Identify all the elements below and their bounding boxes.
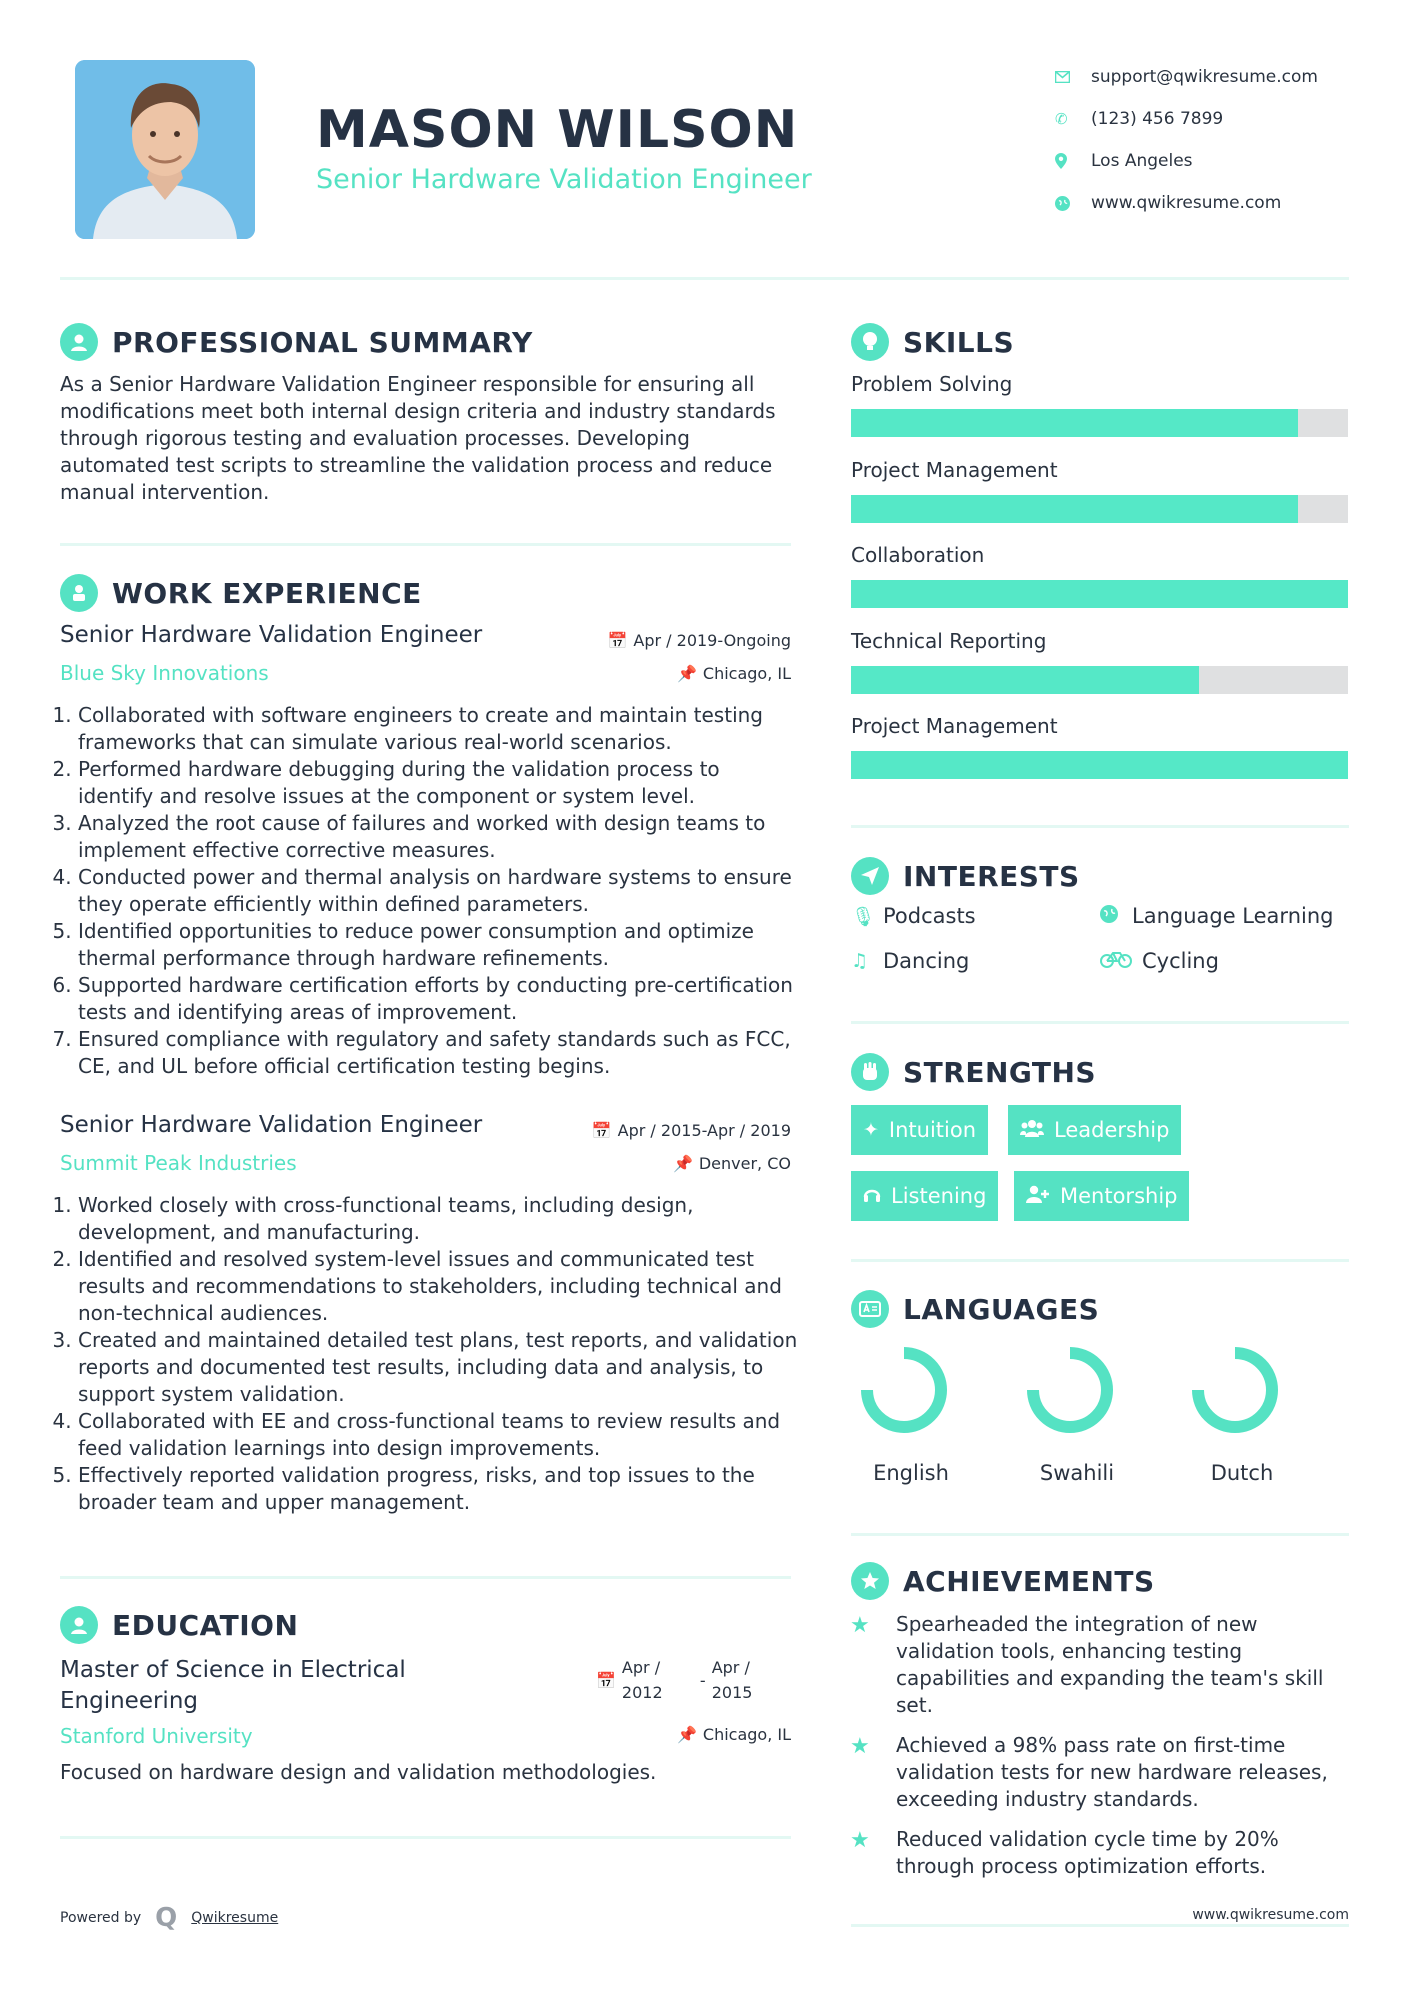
calendar-icon: 📅 (596, 1670, 616, 1690)
contact-phone-text: (123) 456 7899 (1091, 109, 1224, 129)
achievements-title: ACHIEVEMENTS (903, 1564, 1155, 1598)
skill-label: Problem Solving (851, 372, 1013, 396)
skill-label: Technical Reporting (851, 628, 1047, 653)
profile-photo (75, 60, 255, 239)
job-2-dates (592, 1121, 791, 1140)
star-icon: ★ (850, 1613, 870, 1638)
contact-location-text: Los Angeles (1091, 151, 1193, 171)
candidate-name: MASON WILSON (316, 100, 799, 160)
education-degree: Master of Science in Electrical Engineering (60, 1657, 406, 1714)
star-badge-icon (851, 1562, 889, 1600)
user-plus-icon (1026, 1185, 1050, 1208)
language-label-swahili: Swahili (1039, 1461, 1115, 1485)
languages-title: LANGUAGES (903, 1292, 1100, 1326)
skill-bar-fill (851, 751, 1348, 779)
job-2-company: Summit Peak Industries (60, 1151, 297, 1175)
strength-chip-mentorship (1014, 1171, 1189, 1221)
summary-heading (60, 323, 533, 361)
education-text: Focused on hardware design and validation methodologies. (60, 1760, 657, 1784)
list-item: 4. Collaborated with EE and cross-functional teams to review results and feed validation learnings into design improvements. (78, 1408, 800, 1462)
interest-label: Podcasts (883, 904, 976, 928)
interests-heading (851, 857, 1080, 895)
skills-heading (851, 323, 1014, 361)
strengths-title: STRENGTHS (903, 1055, 1097, 1089)
language-ring-swahili (1033, 1353, 1107, 1427)
footer-url[interactable]: www.qwikresume.com (1192, 1907, 1349, 1923)
lightbulb-icon (851, 323, 889, 361)
pin-icon: 📌 (672, 1154, 693, 1173)
language-ring-dutch (1198, 1353, 1272, 1427)
education-dates (596, 1655, 762, 1705)
interest-label: Cycling (1142, 949, 1219, 973)
chip-label: Listening (891, 1184, 987, 1208)
job-2-title: Senior Hardware Validation Engineer (60, 1112, 483, 1138)
mail-icon (1055, 71, 1091, 83)
contact-list (1055, 56, 1385, 224)
education-title: EDUCATION (112, 1608, 299, 1642)
language-label-dutch: Dutch (1210, 1461, 1274, 1485)
contact-phone[interactable] (1055, 98, 1385, 140)
list-item: 2. Performed hardware debugging during the validation process to identify and resolve issues at the component or system level. (78, 756, 800, 810)
achievement-text: Achieved a 98% pass rate on first-time validation tests for new hardware releases, exceeding industry standards. (896, 1733, 1328, 1811)
skills-title: SKILLS (903, 325, 1015, 359)
skill-bar-fill (851, 580, 1348, 608)
globe-icon (1055, 196, 1091, 211)
job-1-title: Senior Hardware Validation Engineer (60, 622, 483, 648)
contact-website[interactable] (1055, 182, 1385, 224)
achievement-item (850, 1732, 1350, 1813)
languages-heading (851, 1290, 1099, 1328)
contact-website-text: www.qwikresume.com (1091, 193, 1282, 213)
skill-bar-track (851, 751, 1348, 779)
globe-icon (1100, 905, 1132, 928)
work-heading (60, 574, 422, 612)
strength-chip-listening (851, 1171, 998, 1221)
location-pin-icon (1055, 153, 1091, 169)
paper-plane-icon (851, 857, 889, 895)
language-icon (851, 1290, 889, 1328)
star-icon: ★ (850, 1828, 870, 1853)
achievement-item (850, 1611, 1350, 1719)
job-1-location-text: Chicago, IL (702, 664, 791, 683)
list-item: 3. Analyzed the root cause of failures and worked with design teams to implement effective corrective measures. (78, 810, 800, 864)
achievement-text: Spearheaded the integration of new validation tools, enhancing testing capabilities and expanding the team's skill set. (896, 1612, 1324, 1717)
skill-label: Project Management (851, 714, 1058, 738)
skill-label: Project Management (851, 457, 1058, 482)
job-2-location-text: Denver, CO (698, 1154, 791, 1173)
bicycle-icon (1100, 950, 1142, 973)
achievement-item (850, 1826, 1350, 1880)
list-item: 4. Conducted power and thermal analysis on hardware systems to ensure they operate efficiently within defined parameters. (78, 864, 800, 918)
chip-label: Intuition (888, 1118, 977, 1142)
hand-icon (851, 1053, 889, 1091)
footer-powered-by (60, 1903, 278, 1933)
skill-bar-track (851, 409, 1348, 437)
pin-icon: 📌 (676, 1725, 697, 1744)
skill-label: Collaboration (851, 543, 985, 567)
job-2-dates-text: Apr / 2015-Apr / 2019 (617, 1121, 791, 1140)
list-item: 1. Collaborated with software engineers to create and maintain testing frameworks that can simulate various real-world scenarios. (78, 702, 800, 756)
job-2-location (673, 1154, 791, 1173)
summary-title: PROFESSIONAL SUMMARY (112, 325, 533, 359)
interest-dancing (851, 949, 969, 973)
job-1-duties (60, 702, 800, 1080)
calendar-icon: 📅 (591, 1121, 612, 1140)
work-title: WORK EXPERIENCE (112, 576, 422, 610)
job-1-location (677, 664, 791, 683)
job-1-dates-text: Apr / 2019-Ongoing (633, 631, 791, 650)
chip-label: Leadership (1054, 1118, 1170, 1142)
person-portrait-icon (75, 60, 255, 239)
education-school: Stanford University (60, 1724, 253, 1748)
phone-icon: ✆ (1055, 110, 1068, 128)
education-location-text: Chicago, IL (702, 1725, 791, 1744)
skill-bar-fill (851, 409, 1298, 437)
job-2-duties (60, 1192, 800, 1516)
education-heading (60, 1606, 298, 1644)
interests-divider (851, 1021, 1349, 1024)
graduation-icon (60, 1606, 98, 1644)
pin-icon: 📌 (676, 664, 697, 683)
qwikresume-logo-icon: Q (155, 1903, 178, 1933)
contact-location (1055, 140, 1385, 182)
footer-divider (851, 1924, 1349, 1927)
candidate-role: Senior Hardware Validation Engineer (316, 164, 812, 195)
skills-divider (851, 825, 1349, 828)
brand-link[interactable]: Qwikresume (191, 1910, 279, 1926)
skill-bar-track (851, 666, 1348, 694)
star-icon: ★ (850, 1734, 870, 1759)
interest-language-learning (1100, 904, 1333, 928)
language-rings (851, 1340, 1349, 1450)
contact-email-text: support@qwikresume.com (1091, 67, 1318, 87)
skill-bar-track (851, 580, 1348, 608)
microphone-icon: 🎙 (851, 905, 876, 928)
calendar-icon: 📅 (607, 631, 628, 650)
interest-label: Dancing (883, 949, 970, 973)
magic-wand-icon: ✦ (863, 1119, 879, 1141)
chip-label: Mentorship (1060, 1184, 1178, 1208)
interest-podcasts (851, 904, 976, 928)
strengths-divider (851, 1259, 1349, 1262)
summary-text: As a Senior Hardware Validation Engineer responsible for ensuring all modifications meet both internal design criteria and industry standards through rigorous testing and evaluation processes. Developing automated test scripts to streamline the validation process and reduce manual intervention. (60, 372, 776, 504)
interests-title: INTERESTS (903, 859, 1080, 893)
job-1-company: Blue Sky Innovations (60, 661, 269, 685)
work-divider (60, 1576, 791, 1579)
contact-email[interactable] (1055, 56, 1385, 98)
music-note-icon: ♫ (851, 950, 869, 972)
list-item: 3. Created and maintained detailed test plans, test reports, and validation reports and documented test results, including data and analysis, to support system validation. (78, 1327, 800, 1408)
interest-label: Language Learning (1132, 904, 1334, 928)
list-item: 6. Supported hardware certification efforts by conducting pre-certification tests and identifying areas of improvement. (78, 972, 800, 1026)
skill-bar-fill (851, 666, 1199, 694)
summary-divider (60, 543, 791, 546)
list-item: 1. Worked closely with cross-functional teams, including design, development, and manufacturing. (78, 1192, 800, 1246)
powered-by-label: Powered by (60, 1910, 142, 1926)
education-location (677, 1725, 791, 1744)
briefcase-icon (60, 574, 98, 612)
skill-bar-fill (851, 495, 1298, 523)
headphones-icon (863, 1185, 881, 1208)
user-icon (60, 323, 98, 361)
job-1-dates (607, 631, 791, 650)
users-icon (1020, 1119, 1044, 1142)
list-item: 5. Identified opportunities to reduce power consumption and optimize thermal performance through hardware refinements. (78, 918, 800, 972)
list-item: 7. Ensured compliance with regulatory and safety standards such as FCC, CE, and UL before official certification testing begins. (78, 1026, 800, 1080)
header-divider (60, 277, 1349, 280)
education-date-end: Apr / 2015 (711, 1658, 753, 1702)
skill-bar-track (851, 495, 1348, 523)
education-date-start: Apr / 2012 (621, 1658, 663, 1702)
language-label-english: English (873, 1461, 949, 1485)
list-item: 2. Identified and resolved system-level issues and communicated test results and recommendations to stakeholders, including technical and non-technical audiences. (78, 1246, 800, 1327)
interest-cycling (1100, 949, 1219, 973)
list-item: 5. Effectively reported validation progress, risks, and top issues to the broader team and upper management. (78, 1462, 800, 1516)
strength-chip-intuition (851, 1105, 988, 1155)
achievements-heading (851, 1562, 1155, 1600)
strengths-heading (851, 1053, 1096, 1091)
languages-divider (851, 1533, 1349, 1536)
education-divider (60, 1836, 791, 1839)
date-separator: - (699, 1670, 706, 1690)
strength-chip-leadership (1008, 1105, 1181, 1155)
language-ring-english (867, 1353, 941, 1427)
achievement-text: Reduced validation cycle time by 20% through process optimization efforts. (896, 1827, 1279, 1878)
